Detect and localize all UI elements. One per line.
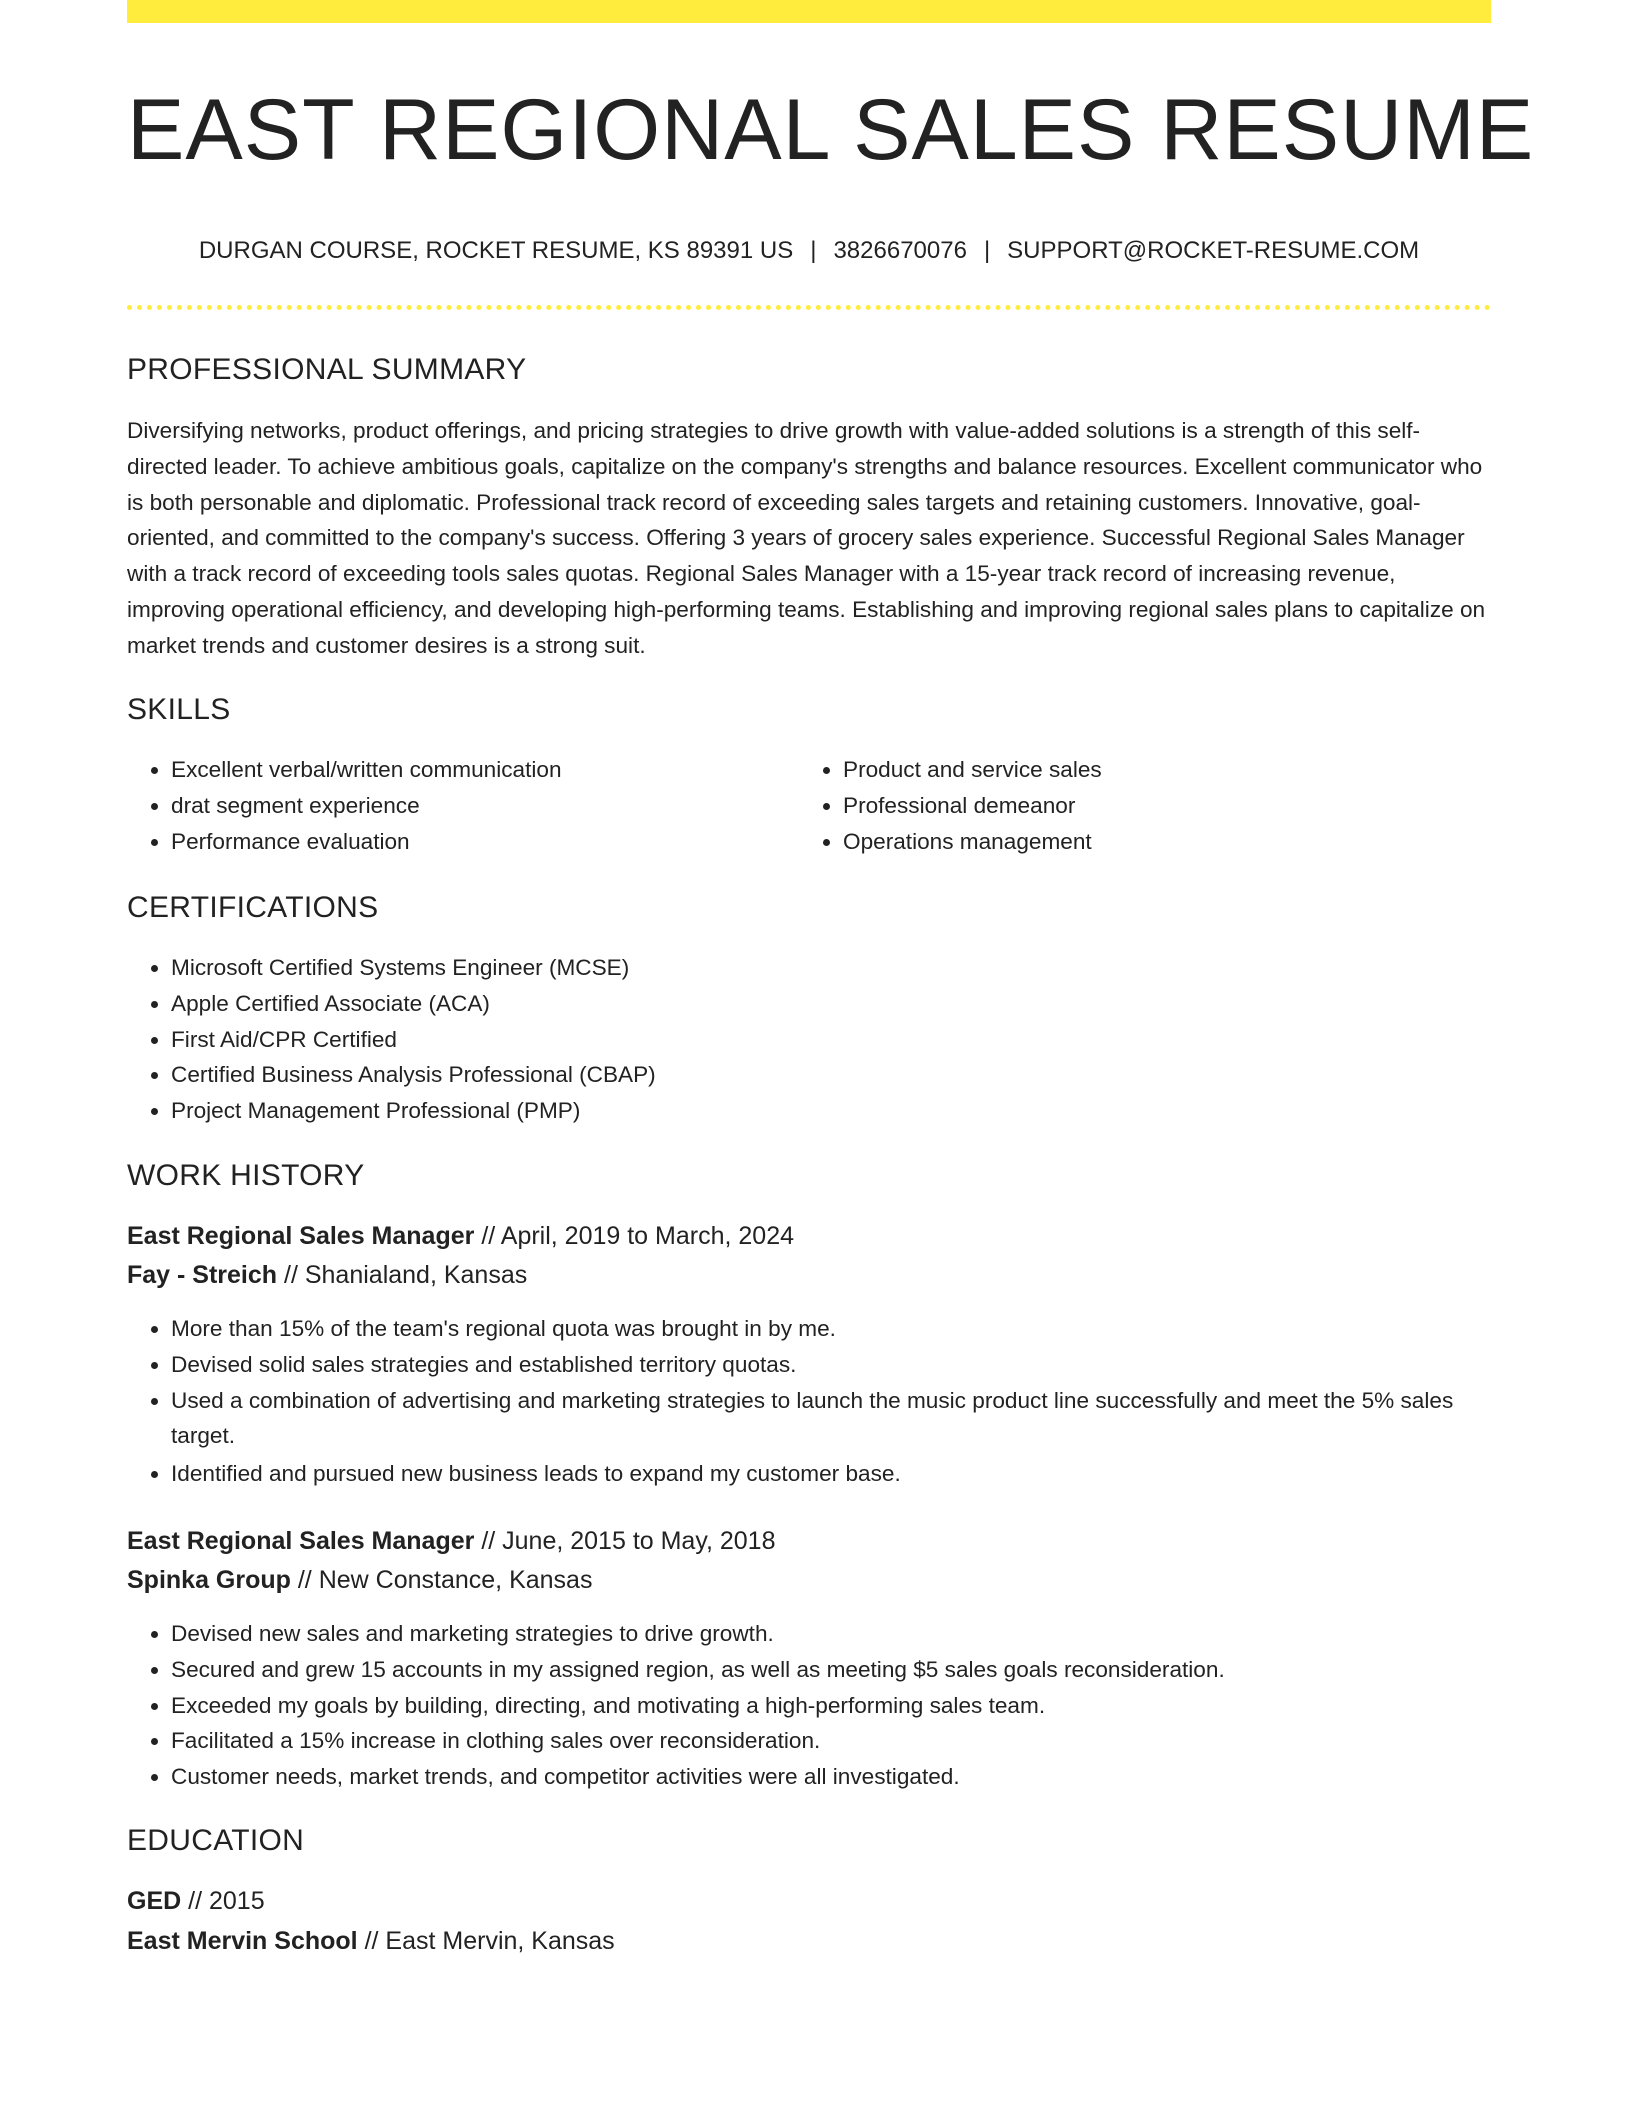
school-line [127, 1925, 615, 1957]
summary-heading: PROFESSIONAL SUMMARY [127, 353, 527, 386]
resume-title: EAST REGIONAL SALES RESUME [127, 82, 1535, 178]
summary-text: Diversifying networks, product offerings, and pricing strategies to drive growth with value-added solutions is a strength of this self-directed leader. To achieve ambitious goals, capitalize on the company's strengths and balance resources. Excellent communicator who is both personable and diplomatic. Professional track record of exceeding sales targets and retaining customers. Innovative, goal-oriented, and committed to the company's success. Offering 3 years of grocery sales experience. Successful Regional Sales Manager with a track record of exceeding tools sales quotas. Regional Sales Manager with a 15-year track record of increasing revenue, improving operational efficiency, and developing high-performing teams. Establishing and improving regional sales plans to capitalize on market trends and customer desires is a strong suit. [127, 418, 1486, 658]
job-title-line [127, 1525, 776, 1557]
list-item: • More than 15% of the team's regional quota was brought in by me. [171, 1311, 1521, 1347]
list-item: • Apple Certified Associate (ACA) [171, 986, 1471, 1022]
list-item: • Devised new sales and marketing strategies to drive growth. [171, 1616, 1521, 1652]
list-item: • Exceeded my goals by building, directing, and motivating a high-performing sales team. [171, 1688, 1521, 1724]
list-item: • Operations management [843, 824, 1463, 860]
company-name: Fay - Streich [127, 1261, 278, 1289]
list-item: • Secured and grew 15 accounts in my assigned region, as well as meeting $5 sales goals reconsideration. [171, 1652, 1521, 1688]
degree: GED [127, 1887, 182, 1915]
school-name: East Mervin School [127, 1927, 358, 1955]
separator: | [810, 237, 817, 264]
work-history-heading: WORK HISTORY [127, 1159, 365, 1192]
job-company-line [127, 1564, 592, 1596]
dotted-divider [127, 305, 1491, 310]
job-dates: // April, 2019 to March, 2024 [481, 1222, 794, 1250]
company-location: // New Constance, Kansas [297, 1566, 593, 1594]
job-title-line [127, 1220, 794, 1252]
education-heading: EDUCATION [127, 1824, 305, 1857]
company-name: Spinka Group [127, 1566, 291, 1594]
contact-line [127, 236, 1491, 266]
certifications-list [127, 950, 1471, 1129]
list-item: • Devised solid sales strategies and established territory quotas. [171, 1347, 1521, 1383]
skills-list-right [799, 752, 1463, 859]
skills-list-left [127, 752, 791, 859]
job-bullets [127, 1616, 1521, 1795]
top-accent-bar [127, 0, 1491, 23]
list-item: • Customer needs, market trends, and competitor activities were all investigated. [171, 1759, 1521, 1795]
address: DURGAN COURSE, ROCKET RESUME, KS 89391 US [198, 237, 794, 264]
degree-year: // 2015 [188, 1887, 265, 1915]
list-item: • drat segment experience [171, 788, 791, 824]
list-item: • Microsoft Certified Systems Engineer (MCSE) [171, 950, 1471, 986]
company-location: // Shanialand, Kansas [284, 1261, 528, 1289]
skills-heading: SKILLS [127, 693, 231, 726]
job-title: East Regional Sales Manager [127, 1222, 475, 1250]
job-title: East Regional Sales Manager [127, 1527, 475, 1555]
list-item: • Product and service sales [843, 752, 1463, 788]
list-item: • Project Management Professional (PMP) [171, 1093, 1471, 1129]
list-item: • Performance evaluation [171, 824, 791, 860]
list-item: • Professional demeanor [843, 788, 1463, 824]
list-item: • Excellent verbal/written communication [171, 752, 791, 788]
phone: 3826670076 [833, 237, 967, 264]
school-location: // East Mervin, Kansas [364, 1927, 615, 1955]
job-dates: // June, 2015 to May, 2018 [481, 1527, 776, 1555]
job-bullets [127, 1311, 1521, 1492]
list-item: • Used a combination of advertising and marketing strategies to launch the music product line successfully and meet the 5% sales target. [171, 1383, 1521, 1455]
email: SUPPORT@ROCKET-RESUME.COM [1007, 237, 1420, 264]
list-item: • Certified Business Analysis Professional (CBAP) [171, 1057, 1471, 1093]
list-item: • First Aid/CPR Certified [171, 1022, 1471, 1058]
certifications-heading: CERTIFICATIONS [127, 891, 379, 924]
separator: | [983, 237, 991, 264]
degree-line [127, 1885, 265, 1917]
list-item: • Facilitated a 15% increase in clothing sales over reconsideration. [171, 1723, 1521, 1759]
list-item: • Identified and pursued new business leads to expand my customer base. [171, 1456, 1521, 1492]
job-company-line [127, 1259, 527, 1291]
